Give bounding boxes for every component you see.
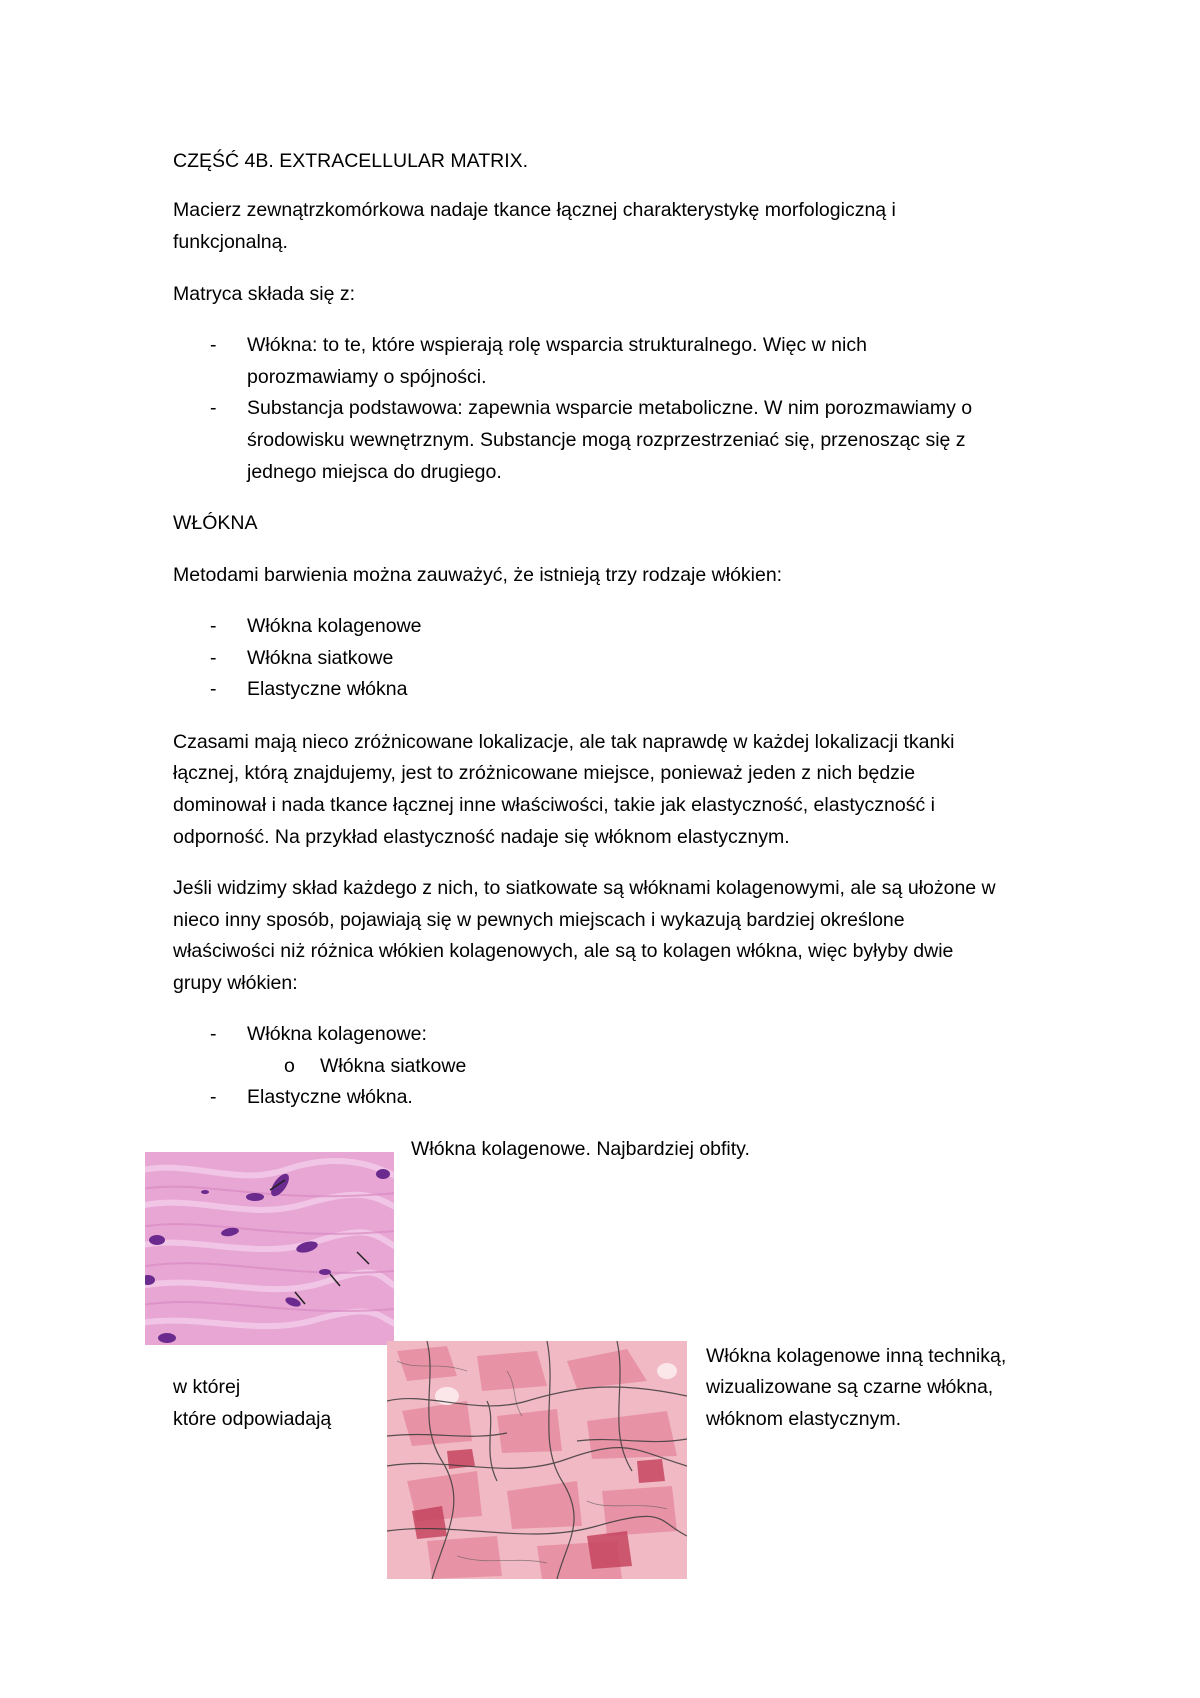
- heading: CZĘŚĆ 4B. EXTRACELLULAR MATRIX.: [173, 150, 529, 172]
- list-item: Włókna siatkowe: [247, 647, 394, 669]
- paragraph-line: dominował i nada tkance łącznej inne właściwości, takie jak elastyczność, elastyczność i: [173, 794, 935, 816]
- list-item-line: Włókna: to te, które wspierają rolę wsparcia strukturalnego. Więc w nich: [247, 334, 867, 356]
- image-caption: wizualizowane są czarne włókna,: [706, 1376, 994, 1398]
- histology-image-collagen: [145, 1152, 394, 1345]
- list-item: Włókna kolagenowe: [247, 615, 422, 637]
- list-item-line: jednego miejsca do drugiego.: [247, 461, 502, 483]
- list-dash: -: [210, 1086, 217, 1108]
- list-dash: -: [210, 678, 217, 700]
- staining-intro: Metodami barwienia można zauważyć, że istnieją trzy rodzaje włókien:: [173, 564, 783, 586]
- histology-image-elastic: [387, 1341, 687, 1579]
- section-title: WŁÓKNA: [173, 512, 258, 534]
- paragraph-line: nieco inny sposób, pojawiają się w pewnych miejscach i wykazują bardziej określone: [173, 909, 905, 931]
- list-item: Elastyczne włókna: [247, 678, 408, 700]
- list-dash: -: [210, 615, 217, 637]
- paragraph-line: grupy włókien:: [173, 972, 298, 994]
- sub-bullet: o: [284, 1055, 295, 1077]
- paragraph-line: odporność. Na przykład elastyczność nadaje się włóknom elastycznym.: [173, 826, 790, 848]
- list-dash: -: [210, 397, 217, 419]
- list-item-line: porozmawiamy o spójności.: [247, 366, 487, 388]
- list-dash: -: [210, 334, 217, 356]
- intro-line: funkcjonalną.: [173, 231, 288, 253]
- caption-fragment: które odpowiadają: [173, 1408, 332, 1430]
- paragraph-line: właściwości niż różnica włókien kolagenowych, ale są to kolagen włókna, więc byłyby dwie: [173, 940, 954, 962]
- list-item: Elastyczne włókna.: [247, 1086, 413, 1108]
- paragraph-line: łącznej, którą znajdujemy, jest to zróżnicowane miejsce, ponieważ jeden z nich będzie: [173, 762, 916, 784]
- caption-fragment: w której: [173, 1376, 241, 1398]
- list-item-line: Substancja podstawowa: zapewnia wsparcie metaboliczne. W nim porozmawiamy o: [247, 397, 973, 419]
- list-dash: -: [210, 647, 217, 669]
- paragraph-line: Czasami mają nieco zróżnicowane lokalizacje, ale tak naprawdę w każdej lokalizacji tkanki: [173, 731, 955, 753]
- matrix-intro: Matryca składa się z:: [173, 283, 356, 305]
- image-caption: włóknom elastycznym.: [706, 1408, 902, 1430]
- list-item-line: środowisku wewnętrznym. Substancje mogą rozprzestrzeniać się, przenosząc się z: [247, 429, 966, 451]
- image-caption: Włókna kolagenowe inną techniką,: [706, 1345, 1007, 1367]
- paragraph-line: Jeśli widzimy skład każdego z nich, to siatkowate są włóknami kolagenowymi, ale są ułożone w: [173, 877, 996, 899]
- image-caption: Włókna kolagenowe. Najbardziej obfity.: [411, 1138, 750, 1160]
- intro-line: Macierz zewnątrzkomórkowa nadaje tkance łącznej charakterystykę morfologiczną i: [173, 199, 896, 221]
- list-dash: -: [210, 1023, 217, 1045]
- list-subitem: Włókna siatkowe: [320, 1055, 467, 1077]
- list-item: Włókna kolagenowe:: [247, 1023, 427, 1045]
